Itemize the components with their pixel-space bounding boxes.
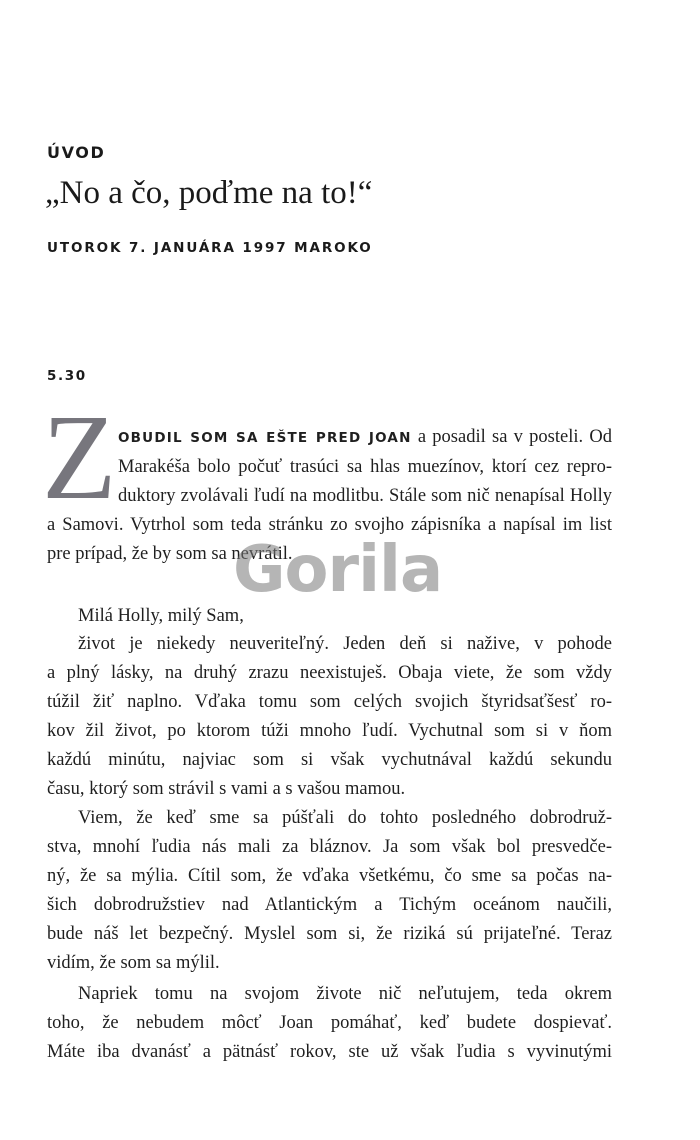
paragraph-line [118, 425, 612, 450]
dateline: UTOROK 7. JANUÁRA 1997 MAROKO [47, 240, 373, 256]
letter-line: šich dobrodružstiev nad Atlantickým a Tichým oceánom naučili, [47, 895, 612, 915]
letter-line: času, ktorý som strávil s vami a s vašou mamou. [47, 779, 406, 799]
paragraph-line: pre prípad, že by som sa nevrátil. [47, 544, 293, 564]
letter-line: Viem, že keď sme sa púšťali do tohto posledného dobrodruž- [78, 808, 612, 828]
letter-line: bude náš let bezpečný. Myslel som si, že riziká sú prijateľné. Teraz [47, 924, 612, 944]
smallcaps-run: OBUDIL SOM SA EŠTE PRED JOAN [118, 430, 412, 446]
paragraph-line: duktory zvolávali ľudí na modlitbu. Stále som nič nenapísal Holly [118, 486, 612, 506]
letter-line: túžil žiť naplno. Vďaka tomu som celých svojich štyridsaťšesť ro- [47, 692, 612, 712]
letter-line: život je niekedy neuveriteľný. Jeden deň si nažive, v pohode [78, 634, 612, 654]
letter-line: vidím, že som sa mýlil. [47, 953, 220, 973]
letter-line: každú minútu, najviac som si však vychutnával každú sekundu [47, 750, 612, 770]
letter-line: Napriek tomu na svojom živote nič neľutujem, teda okrem [78, 984, 612, 1004]
publisher-watermark: Gorila [233, 533, 443, 607]
time-heading: 5.30 [47, 368, 87, 384]
drop-cap: Z [42, 390, 117, 525]
letter-line: kov žil život, po ktorom túži mnoho ľudí. Vychutnal som si v ňom [47, 721, 612, 741]
letter-line: toho, že nebudem môcť Joan pomáhať, keď budete dospievať. [47, 1013, 612, 1033]
line-text: a posadil sa v posteli. Od [411, 427, 612, 447]
letter-line: stva, mnohí ľudia nás mali za bláznov. Ja som však bol presvedče- [47, 837, 612, 857]
letter-line: Máte iba dvanásť a pätnásť rokov, ste už však ľudia s vyvinutými [47, 1042, 612, 1062]
letter-line: ný, že sa mýlia. Cítil som, že vďaka všetkému, čo sme sa počas na- [47, 866, 612, 886]
letter-line: a plný lásky, na druhý zrazu neexistuješ. Obaja viete, že som vždy [47, 663, 612, 683]
paragraph-line: Marakéša bolo počuť trasúci sa hlas muezínov, ktorí cez repro- [118, 457, 612, 477]
chapter-title: „No a čo, poďme na to!“ [45, 175, 373, 211]
paragraph-line: a Samovi. Vytrhol som teda stránku zo svojho zápisníka a napísal im list [47, 515, 612, 535]
chapter-label: ÚVOD [47, 143, 106, 162]
letter-salutation: Milá Holly, milý Sam, [78, 606, 244, 626]
